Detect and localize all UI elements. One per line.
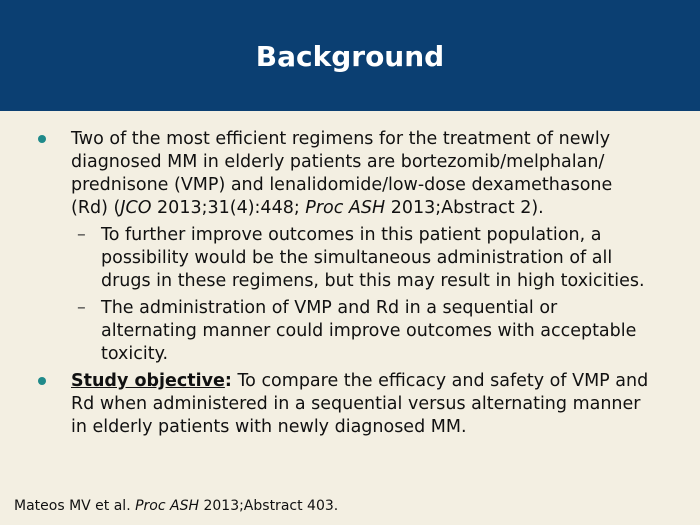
bullet-regimens-text-a: Two of the most efficient regimens for the treatment of newly diagnosed MM in elderly patients are bortezomib/melphalan/ prednisone (VMP) and lenalidomide/low-dose dexamethasone (Rd) ( bbox=[71, 129, 613, 218]
study-objective-text: To compare the efficacy and safety of VMP and Rd when administered in a sequential versus alternating manner in elderly patients with newly diagnosed MM. bbox=[71, 371, 649, 437]
slide-body bbox=[0, 128, 700, 439]
footer-text-a: Mateos MV et al. bbox=[14, 498, 136, 514]
sub-bullet-simultaneous-text: To further improve outcomes in this patient population, a possibility would be the simultaneous administration of all drugs in these regimens, but this may result in high toxicities. bbox=[101, 225, 645, 291]
study-objective-colon: : bbox=[224, 371, 232, 391]
dash-icon: – bbox=[77, 298, 86, 318]
study-objective-label: Study objective bbox=[71, 371, 225, 391]
bullet-dot-icon bbox=[38, 135, 46, 143]
sub-bullet-sequential-text: The administration of VMP and Rd in a sequential or alternating manner could improve outcomes with acceptable toxicity. bbox=[101, 298, 637, 364]
bullet-study-objective bbox=[0, 370, 651, 439]
footer-citation: Proc ASH bbox=[135, 498, 200, 514]
sub-bullet-sequential bbox=[0, 297, 651, 366]
slide-title: Background bbox=[255, 40, 445, 73]
reference-footer bbox=[14, 497, 338, 515]
citation-proc-ash: Proc ASH bbox=[305, 198, 386, 218]
sub-bullet-simultaneous bbox=[0, 224, 651, 293]
bullet-dot-icon bbox=[38, 377, 46, 385]
footer-text-b: 2013;Abstract 403. bbox=[199, 498, 339, 514]
citation-jco: JCO bbox=[120, 198, 152, 218]
bullet-regimens bbox=[0, 128, 651, 220]
dash-icon: – bbox=[77, 225, 86, 245]
bullet-regimens-text-c: 2013;Abstract 2). bbox=[385, 198, 544, 218]
bullet-regimens-text-b: 2013;31(4):448; bbox=[151, 198, 306, 218]
